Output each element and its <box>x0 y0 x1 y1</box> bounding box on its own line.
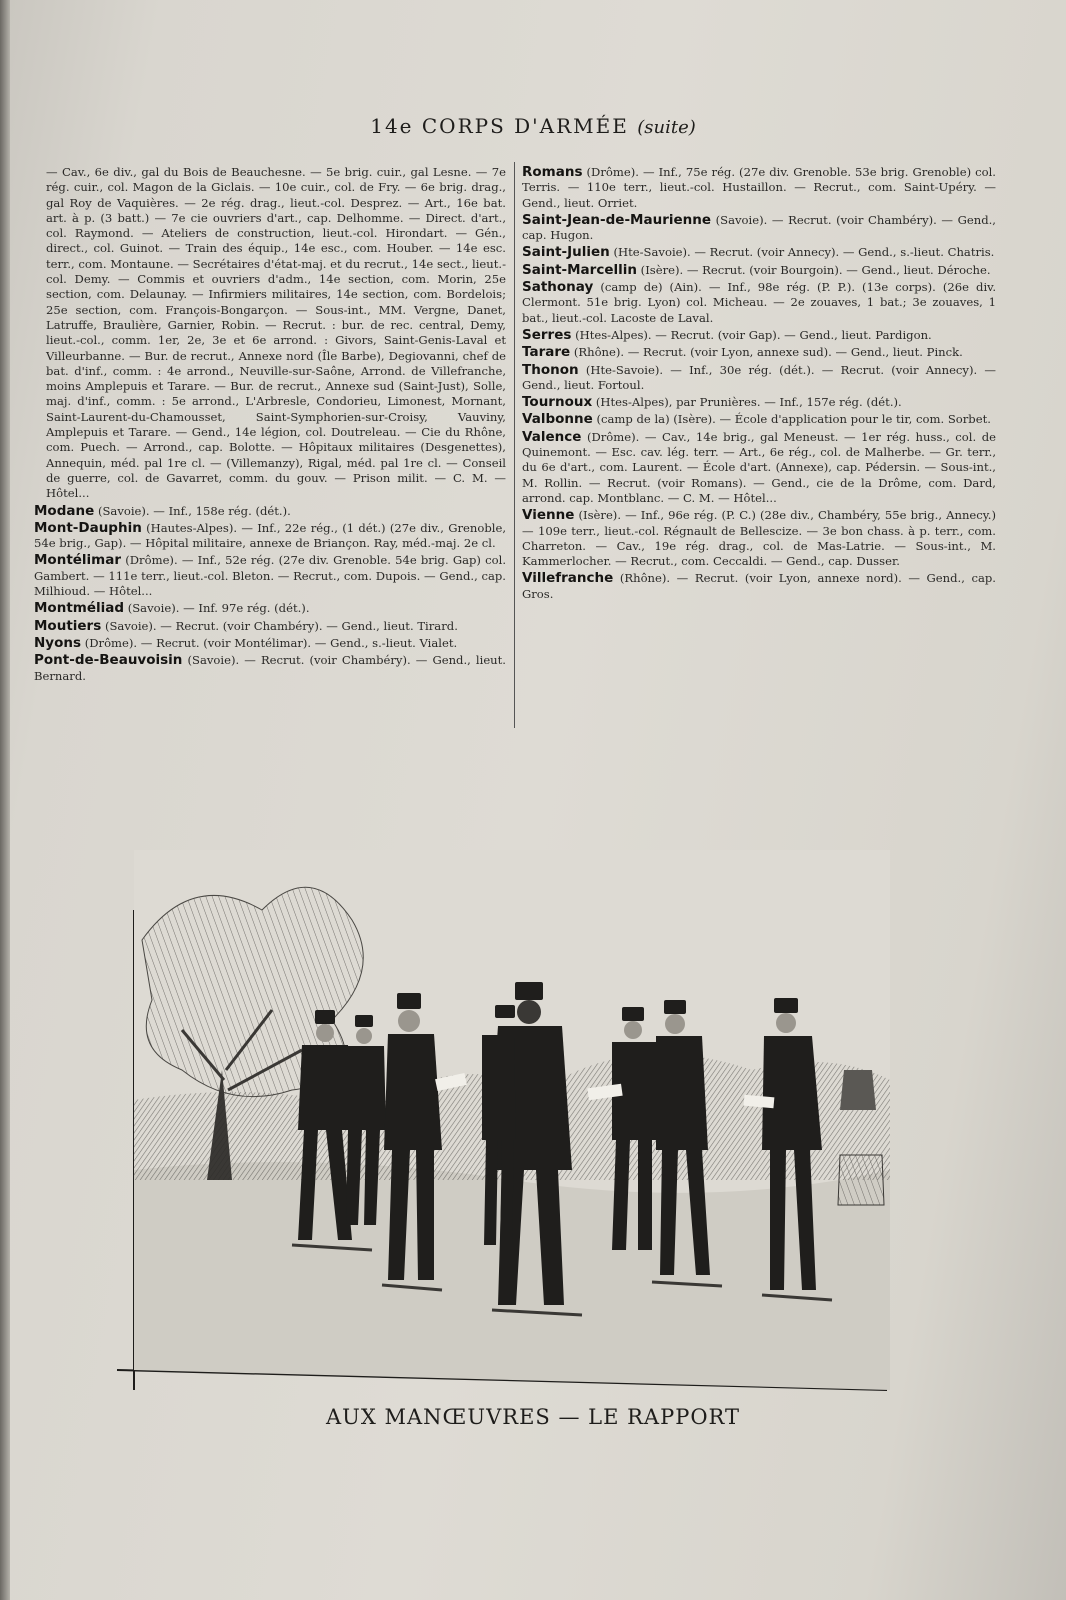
entry-modane <box>34 504 506 519</box>
entry-text: (Drôme). — Inf., 52e rég. (27e div. Grenoble. 54e brig. Gap) col. Gambert. — 111e terr., lieut.-col. Bleton. — Recrut., com. Dupois. — Gend., cap. Milhioud. — Hôtel... <box>34 553 507 599</box>
entry-mont-dauphin <box>34 521 506 552</box>
illustration-caption: AUX MANŒUVRES — LE RAPPORT <box>325 1405 740 1429</box>
place-name: Saint-Jean-de-Maurienne <box>522 211 712 228</box>
entry-text: (Rhône). — Recrut. (voir Lyon, annexe sud). — Gend., lieut. Pinck. <box>573 345 963 360</box>
soldier-5-coat <box>482 1035 516 1140</box>
soldier-1-head <box>316 1024 334 1042</box>
entry-saint-marcellin <box>522 263 996 278</box>
entry-text: (camp de la) (Isère). — École d'application pour le tir, com. Sorbet. <box>596 412 991 427</box>
entry-text: (Savoie). — Recrut. (voir Chambéry). — Gend., cap. Hugon. <box>522 212 996 243</box>
entry-sathonay <box>522 280 996 326</box>
entry-text: (Isère). — Recrut. (voir Bourgoin). — Gend., lieut. Déroche. <box>640 262 991 277</box>
entry-pont-de-beauvoisin <box>34 653 506 684</box>
place-name: Valence <box>522 428 582 445</box>
distant-rider <box>840 1070 876 1110</box>
entry-text: (Drôme). — Cav., 14e brig., gal Meneust. — 1er rég. huss., col. de Quinemont. — Esc. cav. lég. terr. — Art., 6e rég., col. de Malherbe. — Gr. terr., du 6e d'art., com. Laurent. — École d'art. (Annexe), cap. Pédersin. — Sous-int., M. Rollin. — Recrut. (voir Romans). — Gend., cie de la Drôme, com. Dard, arrond. cap. Montblanc. — C. M. — Hôtel... <box>522 429 997 505</box>
place-name: Moutiers <box>34 617 102 634</box>
place-name: Nyons <box>34 634 82 651</box>
place-name: Vienne <box>522 507 575 524</box>
entry-saint-jean-de-maurienne <box>522 213 996 244</box>
place-name: Romans <box>522 164 583 180</box>
place-name: Villefranche <box>522 570 614 587</box>
entry-text: (Savoie). — Inf., 158e rég. (dét.). <box>97 503 291 518</box>
soldier-2-coat <box>344 1046 386 1130</box>
entry-text: (camp de) (Ain). — Inf., 98e rég. (P. P.). (13e corps). (26e div. Clermont. 51e brig. Lyon) col. Micheau. — 2e zouaves, 1 bat.; 3e zouaves, 1 bat., lieut.-col. Lacoste de Laval. <box>522 280 997 325</box>
soldier-7-kepi <box>664 1000 686 1014</box>
entry-montelimar <box>34 553 506 599</box>
title-suffix: (suite) <box>637 117 696 138</box>
right-column <box>522 165 996 604</box>
place-name: Montélimar <box>34 552 122 569</box>
entry-valence <box>522 430 996 506</box>
soldier-3-kepi <box>397 993 421 1009</box>
title-text: 14e CORPS D'ARMÉE <box>370 114 629 138</box>
entry-tournoux <box>522 395 996 410</box>
soldier-8-coat <box>762 1036 822 1150</box>
soldier-4-head <box>517 1000 541 1024</box>
entry-text: (Htes-Alpes), par Prunières. — Inf., 157e rég. (dét.). <box>595 395 902 410</box>
page-binding-shadow <box>0 0 10 1600</box>
soldier-5-kepi <box>495 1005 515 1018</box>
place-name: Montméliad <box>34 600 125 617</box>
soldier-2-kepi <box>355 1015 373 1027</box>
soldier-1-kepi <box>315 1010 335 1024</box>
stone-bollard <box>838 1155 884 1205</box>
soldier-1-coat <box>298 1045 352 1130</box>
soldier-4-kepi <box>515 982 543 1000</box>
entry-text: (Drôme). — Inf., 75e rég. (27e div. Grenoble. 53e brig. Grenoble) col. Terris. — 110e terr., lieut.-col. Hustaillon. — Recrut., com. Saint-Upéry. — Gend., lieut. Orriet. <box>522 165 996 210</box>
entry-text: — Cav., 6e div., gal du Bois de Beauchesne. — 5e brig. cuir., gal Lesne. — 7e rég. cuir., col. Magon de la Giclais. — 10e cuir., col. de Fry. — 6e brig. drag., gal Roy de Vaquières. — 2e rég. drag., lieut.-col. Desprez. — Art., 16e bat. art. à p. (3 batt.) — 7e cie ouvriers d'art., cap. Delhomme. — Direct. d'art., col. Raymond. — Ateliers de construction, lieut.-col. Hirondart. — Gén., direct., col. Guinot. — Train des équip., 14e esc., com. Houber. — 14e esc. terr., com. Montaune. — Secrétaires d'état-maj. et du recrut., 14e sect., lieut.-col. Demy. — Commis et ouvriers d'adm., 14e section, com. Morin, 25e section, com. Delaunay. — Infirmiers militaires, 14e section, com. Bordelois; 25e section, com. François-Bongarçon. — Sous-int., MM. Vergne, Danet, Latruffe, Braulière, Garnier, Robin. — Recrut. : bur. de rec. central, Demy, lieut.-col., comm. 1er, 2e, 3e et 6e arrond. : Givors, Saint-Genis-Laval et Villeurbanne. — Bur. de recrut., Annexe nord (Île Barbe), Degiovanni, chef de bat. d'inf., comm. : 4e arrond., Neuville-sur-Saône, Arrond. de Villefranche, moins Amplepuis et Tarare. — Bur. de recrut., Annexe sud (Saint-Just), Solle, maj. d'inf., comm. : 5e arrond., L'Arbresle, Condorieu, Limonest, Mornant, Saint-Laurent-du-Chamousset, Saint-Symphorien-sur-Croisy, Vauviny, Amplepuis et Tarare. — Gend., 14e légion, col. Doutreleau. — Cie du Rhône, com. Puech. — Arrond., cap. Bolotte. — Hôpitaux militaires (Desgenettes), Annequin, méd. pal 1re cl. — (Villemanzy), Rigal, méd. pal 1re cl. — Conseil de guerre, col. de Gavarret, comm. du gouv. — Prison milit. — C. M. — Hôtel... <box>46 165 506 501</box>
entry-thonon <box>522 363 996 394</box>
place-name: Tournoux <box>522 394 593 411</box>
left-column <box>34 165 506 686</box>
soldier-3-head <box>398 1010 420 1032</box>
entry-villefranche <box>522 571 996 602</box>
entry-saint-julien <box>522 245 996 260</box>
entry-text: (Hte-Savoie). — Recrut. (voir Annecy). — Gend., s.-lieut. Chatris. <box>613 245 995 260</box>
entry-serres <box>522 328 996 343</box>
place-name: Serres <box>522 326 572 343</box>
entry-text: (Isère). — Inf., 96e rég. (P. C.) (28e div., Chambéry, 55e brig., Annecy.) — 109e terr., lieut.-col. Régnault de Bellescize. — 3e bon chass. à p. terr., com. Charreton. — Cav., 19e rég. drag., col. de Mas-Latrie. — Sous-int., M. Kammerlocher. — Recrut., com. Ceccaldi. — Gend., cap. Dusser. <box>522 508 997 569</box>
entry-text: (Savoie). — Recrut. (voir Chambéry). — Gend., lieut. Bernard. <box>34 653 506 683</box>
place-name: Valbonne <box>522 411 593 428</box>
entry-romans <box>522 165 996 211</box>
entry-tarare <box>522 345 996 360</box>
soldier-7-coat <box>656 1036 708 1150</box>
entry-text: (Savoie). — Inf. 97e rég. (dét.). <box>127 601 310 616</box>
column-divider <box>514 162 515 728</box>
place-name: Modane <box>34 502 95 519</box>
soldier-3-coat <box>384 1034 442 1150</box>
place-name: Sathonay <box>522 279 594 296</box>
entry-lyon-continued <box>34 165 506 502</box>
place-name: Tarare <box>522 344 571 361</box>
place-name: Mont-Dauphin <box>34 519 142 536</box>
place-name: Thonon <box>522 361 579 378</box>
entry-vienne <box>522 508 996 569</box>
soldier-6-kepi <box>622 1007 644 1021</box>
place-name: Saint-Marcellin <box>522 261 637 278</box>
entry-text: (Drôme). — Recrut. (voir Montélimar). — Gend., s.-lieut. Vialet. <box>84 635 458 650</box>
entry-montmeliad <box>34 601 506 616</box>
engraving-illustration <box>112 850 890 1400</box>
place-name: Saint-Julien <box>522 244 610 261</box>
page-title <box>0 114 1066 138</box>
soldier-8-head <box>776 1013 796 1033</box>
entry-moutiers <box>34 619 506 634</box>
entry-text: (Hte-Savoie). — Inf., 30e rég. (dét.). — Recrut. (voir Annecy). — Gend., lieut. Fortoul. <box>522 362 997 392</box>
entry-text: (Rhône). — Recrut. (voir Lyon, annexe nord). — Gend., cap. Gros. <box>522 571 996 601</box>
entry-text: (Savoie). — Recrut. (voir Chambéry). — Gend., lieut. Tirard. <box>104 618 458 633</box>
soldier-8-kepi <box>774 998 798 1013</box>
soldier-7-head <box>665 1014 685 1034</box>
soldier-6-head <box>624 1021 642 1039</box>
entry-text: (Htes-Alpes). — Recrut. (voir Gap). — Gend., lieut. Pardigon. <box>575 327 932 342</box>
entry-text: (Hautes-Alpes). — Inf., 22e rég., (1 dét.) (27e div., Grenoble, 54e brig., Gap). — Hôpital militaire, annexe de Briançon. Ray, méd.-maj. 2e cl. <box>34 520 507 551</box>
entry-nyons <box>34 636 506 651</box>
place-name: Pont-de-Beauvoisin <box>34 652 183 669</box>
soldier-2-head <box>356 1028 372 1044</box>
entry-valbonne <box>522 412 996 427</box>
